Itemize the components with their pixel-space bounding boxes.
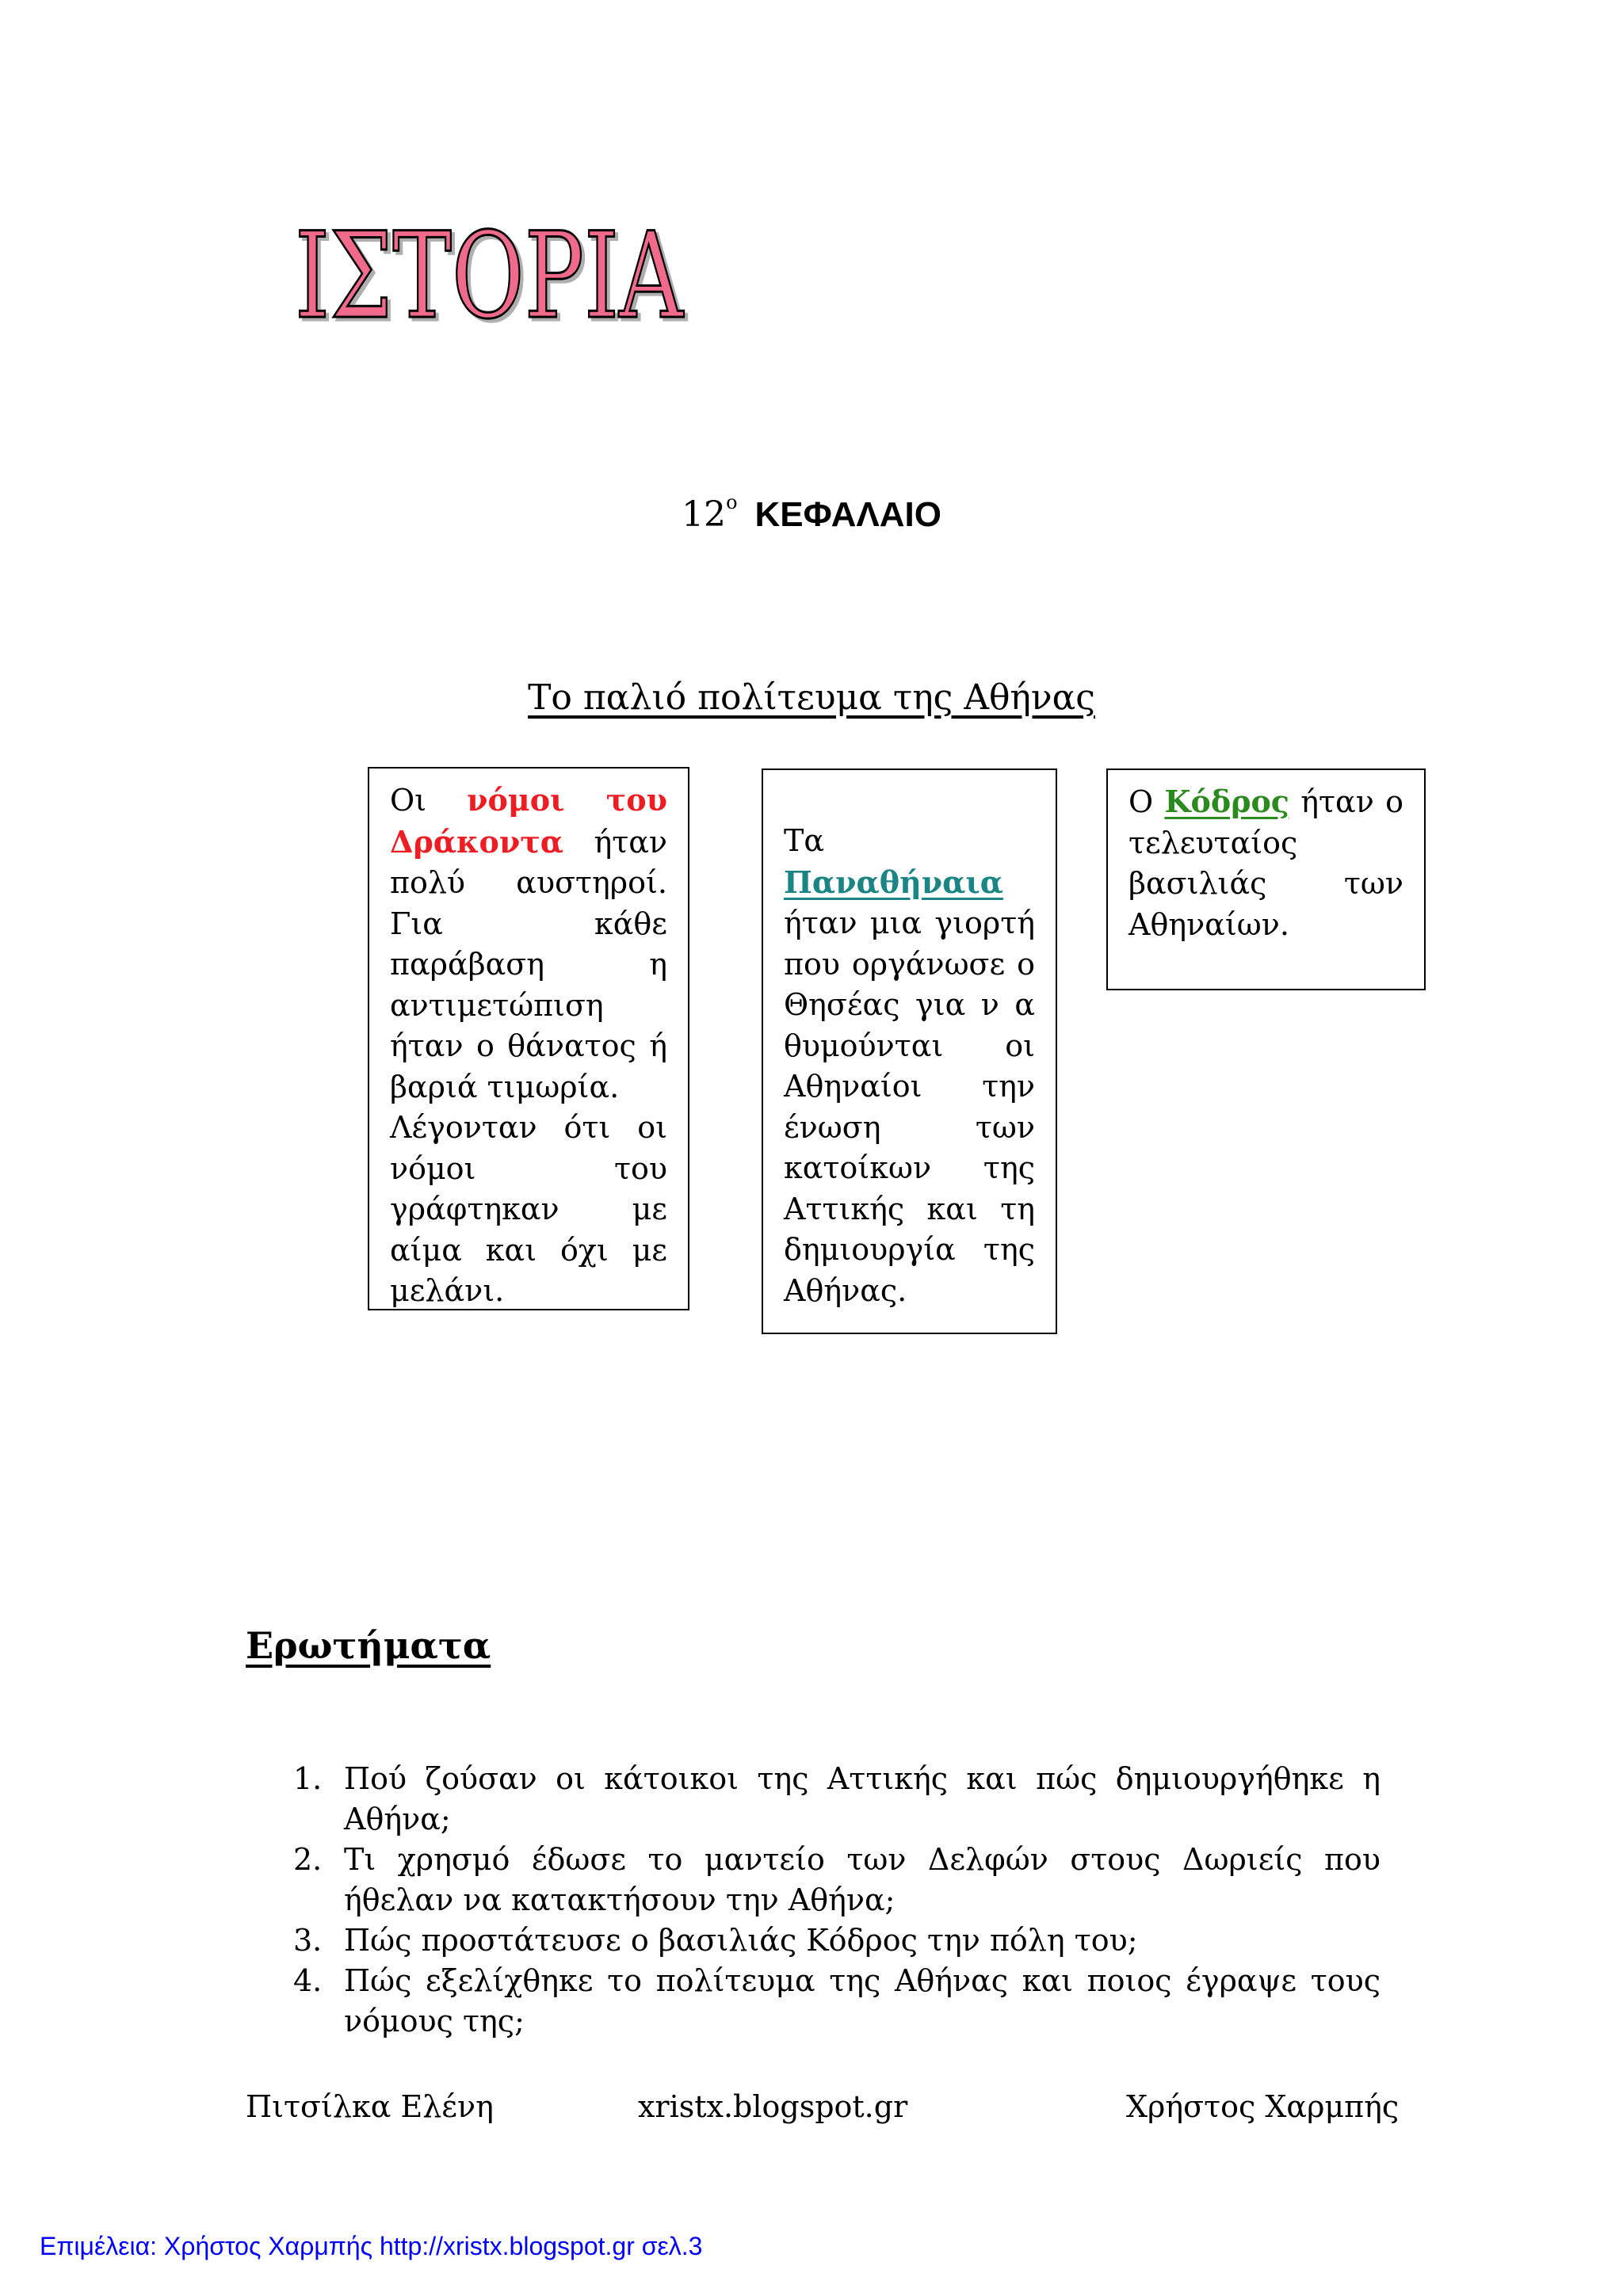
chapter-ordinal: ο	[726, 491, 738, 513]
footer-author: Πιτσίλκα Ελένη	[246, 2089, 494, 2124]
panathenaia-box	[762, 769, 1057, 1334]
question-item: 1. Πού ζούσαν οι κάτοικοι της Αττικής και πώς δημιουργήθηκε η Αθήνα;	[293, 1761, 1381, 1836]
kodros-paragraph: Ο Κόδρος ήταν ο τελευταίος βασιλιάς των Αθηναίων.	[1128, 784, 1403, 942]
footer-site: xristx.blogspot.gr	[638, 2089, 908, 2124]
question-item: 2. Τι χρησμό έδωσε το μαντείο των Δελφών στους Δωριείς που ήθελαν να κατακτήσουν την Αθήνα;	[293, 1842, 1381, 1917]
chapter-heading	[0, 491, 1623, 535]
footer-editor: Χρήστος Χαρμπής	[1126, 2089, 1400, 2124]
panathenaia-paragraph: Τα Παναθήναια ήταν μια γιορτή που οργάνωσε ο Θησέας για ν α θυμούνται οι Αθηναίοι την ένωση των κατοίκων της Αττικής και τη δημιουργία της Αθήνας.	[784, 823, 1035, 1308]
questions-list	[293, 1759, 1381, 2042]
draco-laws-box	[368, 767, 689, 1310]
draco-paragraph-2: Λέγονταν ότι οι νόμοι του γράφτηκαν με αίμα και όχι με μελάνι.	[390, 1110, 667, 1308]
page-subtitle: Το παλιό πολίτευμα της Αθήνας	[528, 677, 1095, 718]
chapter-label: ΚΕΦΑΛΑΙΟ	[754, 495, 941, 534]
questions-heading: Ερωτήματα	[246, 1624, 491, 1667]
istoria-wordart-logo	[285, 190, 697, 349]
question-item: 3. Πώς προστάτευσε ο βασιλιάς Κόδρος την πόλη του;	[293, 1923, 1138, 1958]
draco-paragraph-1: Οι νόμοι του Δράκοντα ήταν πολύ αυστηροί. Για κάθε παράβαση η αντιμετώπιση ήταν ο θάνατος ή βαριά τιμωρία.	[390, 782, 667, 1104]
logo-text: ΙΣΤΟΡΙΑ	[295, 208, 685, 345]
kodros-term: Κόδρος	[1164, 784, 1289, 819]
draco-laws-term: νόμοι του Δράκοντα	[390, 782, 667, 860]
chapter-number: 12	[682, 494, 727, 535]
panathenaia-term: Παναθήναια	[784, 864, 1003, 900]
question-item: 4. Πώς εξελίχθηκε το πολίτευμα της Αθήνας και ποιος έγραψε τους νόμους της;	[293, 1963, 1381, 2039]
page-credit: Επιμέλεια: Χρήστος Χαρμπής http://xristx.blogspot.gr σελ.3	[40, 2232, 703, 2260]
kodros-box	[1106, 769, 1426, 990]
